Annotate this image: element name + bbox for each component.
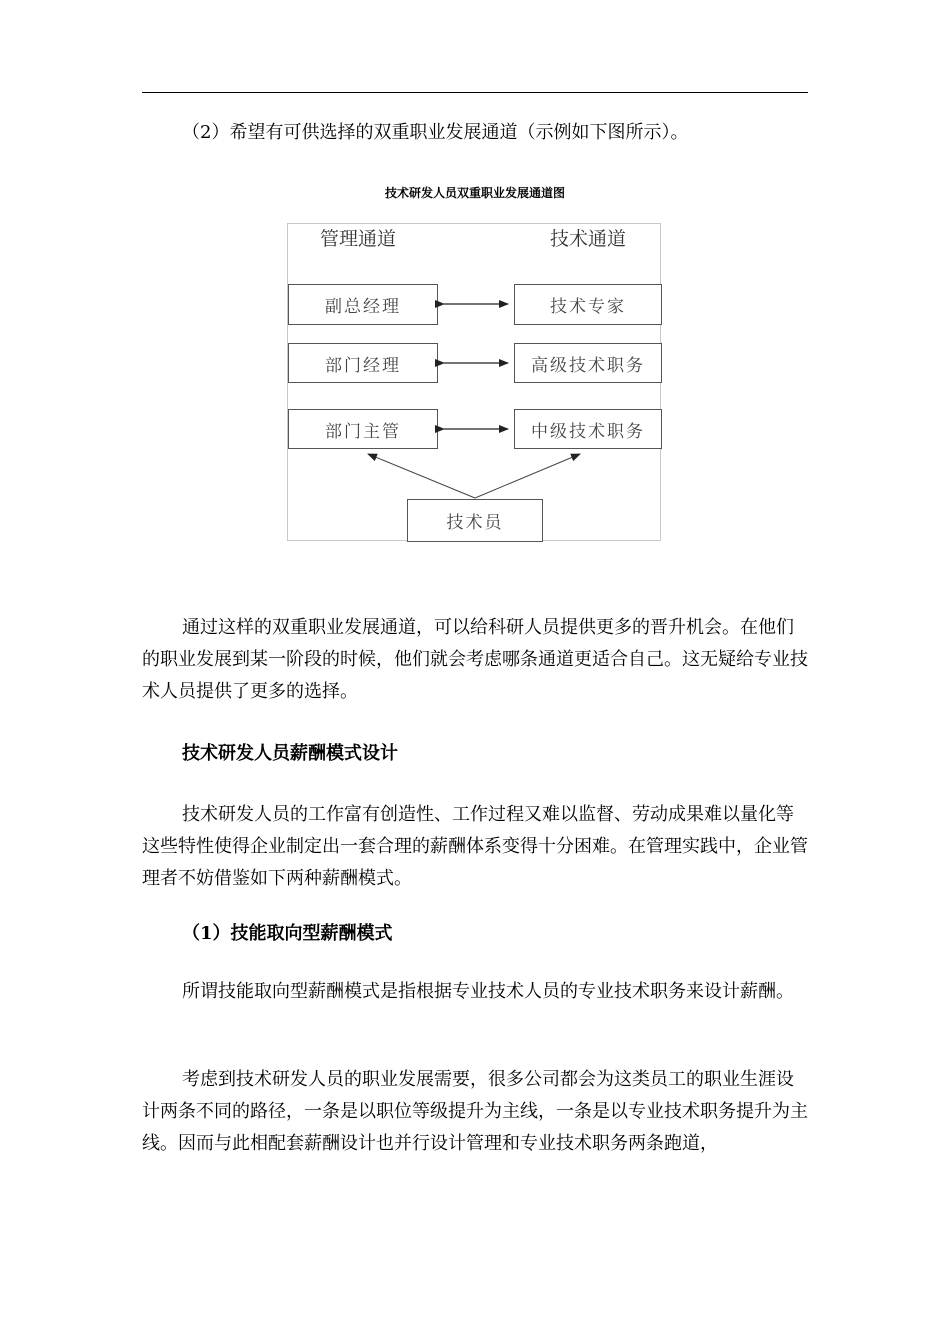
figure-caption: 技术研发人员双重职业发展通道图 [384, 186, 565, 200]
diagram-arrows [288, 224, 662, 542]
intro-text: （2）希望有可供选择的双重职业发展通道（示例如下图所示）。 [182, 122, 689, 143]
left-box-2: 部门经理 [288, 343, 438, 383]
paragraph-3: 所谓技能取向型薪酬模式是指根据专业技术人员的专业技术职务来设计薪酬。 [182, 981, 794, 1002]
bottom-box: 技术员 [407, 499, 543, 542]
paragraph-4: 考虑到技术研发人员的职业发展需要，很多公司都会为这类员工的职业生涯设计两条不同的路径，一条是以职位等级提升为主线，一条是以专业技术职务提升为主线。因而与此相配套薪酬设计也并行设计管理和专业技术职务两条跑道， [142, 1069, 808, 1154]
left-box-1: 副总经理 [288, 284, 438, 325]
header-rule [142, 92, 808, 93]
technical-channel-title: 技术通道 [550, 228, 627, 250]
arrow-to-left [368, 454, 475, 498]
left-box-3: 部门主管 [288, 409, 438, 449]
career-channel-diagram [287, 223, 661, 541]
management-channel-title: 管理通道 [320, 228, 397, 250]
right-box-3: 中级技术职务 [514, 409, 662, 449]
paragraph-2: 技术研发人员的工作富有创造性、工作过程又难以监督、劳动成果难以量化等这些特性使得企业制定出一套合理的薪酬体系变得十分困难。在管理实践中，企业管理者不妨借鉴如下两种薪酬模式。 [142, 804, 808, 889]
arrow-to-right [475, 454, 580, 498]
right-box-2: 高级技术职务 [514, 343, 662, 383]
sub-heading: （1）技能取向型薪酬模式 [182, 923, 393, 944]
paragraph-1: 通过这样的双重职业发展通道，可以给科研人员提供更多的晋升机会。在他们的职业发展到某一阶段的时候，他们就会考虑哪条通道更适合自己。这无疑给专业技术人员提供了更多的选择。 [142, 617, 808, 702]
section-heading: 技术研发人员薪酬模式设计 [182, 743, 398, 764]
right-box-1: 技术专家 [514, 284, 662, 325]
